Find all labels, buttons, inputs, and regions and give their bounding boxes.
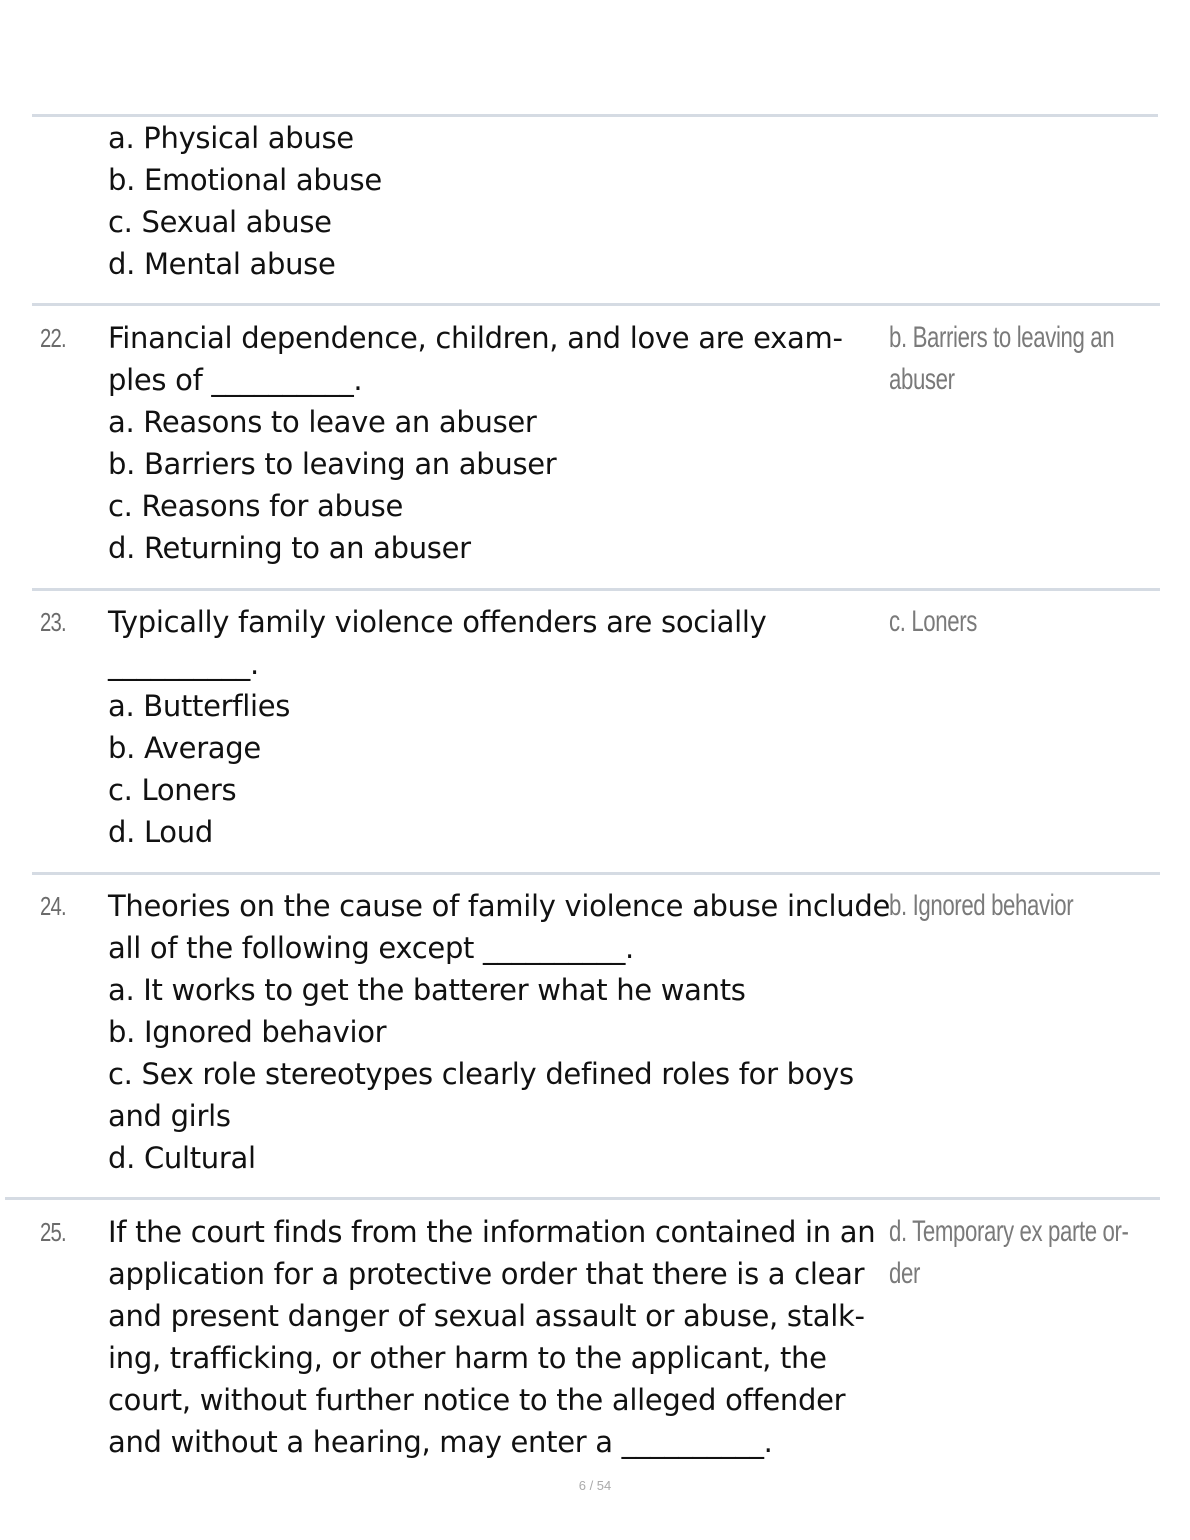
question-text-line: ing, trafficking, or other harm to the applicant, the xyxy=(108,1341,827,1375)
option-line: a. Butterflies xyxy=(108,689,291,723)
option-line: c. Sexual abuse xyxy=(108,205,332,239)
question-text-line: all of the following except __________. xyxy=(108,931,634,965)
question-text-line: and without a hearing, may enter a __________. xyxy=(108,1425,773,1459)
option-line: a. Physical abuse xyxy=(108,121,354,155)
question-number: 24. xyxy=(40,891,66,921)
answer-text: b. Ignored behavior xyxy=(889,889,1074,922)
option-line: b. Ignored behavior xyxy=(108,1015,387,1049)
question-number: 25. xyxy=(40,1217,66,1247)
answer-text: d. Temporary ex parte or- xyxy=(889,1215,1129,1248)
row-separator xyxy=(32,303,1160,306)
row-separator xyxy=(32,588,1160,591)
row-separator xyxy=(5,1197,1160,1200)
question-text-line: __________. xyxy=(108,647,259,681)
answer-text: b. Barriers to leaving an xyxy=(889,321,1115,354)
question-text-line: application for a protective order that there is a clear xyxy=(108,1257,865,1291)
question-text-line: Theories on the cause of family violence abuse include xyxy=(108,889,890,923)
option-line: c. Sex role stereotypes clearly defined roles for boys xyxy=(108,1057,854,1091)
option-line: d. Mental abuse xyxy=(108,247,336,281)
option-line: d. Returning to an abuser xyxy=(108,531,471,565)
option-line: c. Reasons for abuse xyxy=(108,489,404,523)
option-line: a. Reasons to leave an abuser xyxy=(108,405,537,439)
option-line: d. Loud xyxy=(108,815,213,849)
option-line: a. It works to get the batterer what he wants xyxy=(108,973,746,1007)
row-separator xyxy=(32,872,1160,875)
option-line: c. Loners xyxy=(108,773,237,807)
answer-text: abuser xyxy=(889,363,955,396)
answer-text: der xyxy=(889,1257,920,1290)
option-line: d. Cultural xyxy=(108,1141,256,1175)
option-line: b. Barriers to leaving an abuser xyxy=(108,447,557,481)
question-text-line: Typically family violence offenders are socially xyxy=(108,605,767,639)
question-text-line: court, without further notice to the alleged offender xyxy=(108,1383,846,1417)
question-text-line: ples of __________. xyxy=(108,363,363,397)
question-text-line: If the court finds from the information contained in an xyxy=(108,1215,876,1249)
option-line: b. Average xyxy=(108,731,261,765)
question-number: 23. xyxy=(40,607,66,637)
question-text-line: and present danger of sexual assault or abuse, stalk- xyxy=(108,1299,865,1333)
answer-text: c. Loners xyxy=(889,605,977,638)
option-line: and girls xyxy=(108,1099,231,1133)
page-indicator: 6 / 54 xyxy=(578,1478,612,1493)
question-number: 22. xyxy=(40,323,66,353)
question-text-line: Financial dependence, children, and love are exam- xyxy=(108,321,843,355)
option-line: b. Emotional abuse xyxy=(108,163,382,197)
